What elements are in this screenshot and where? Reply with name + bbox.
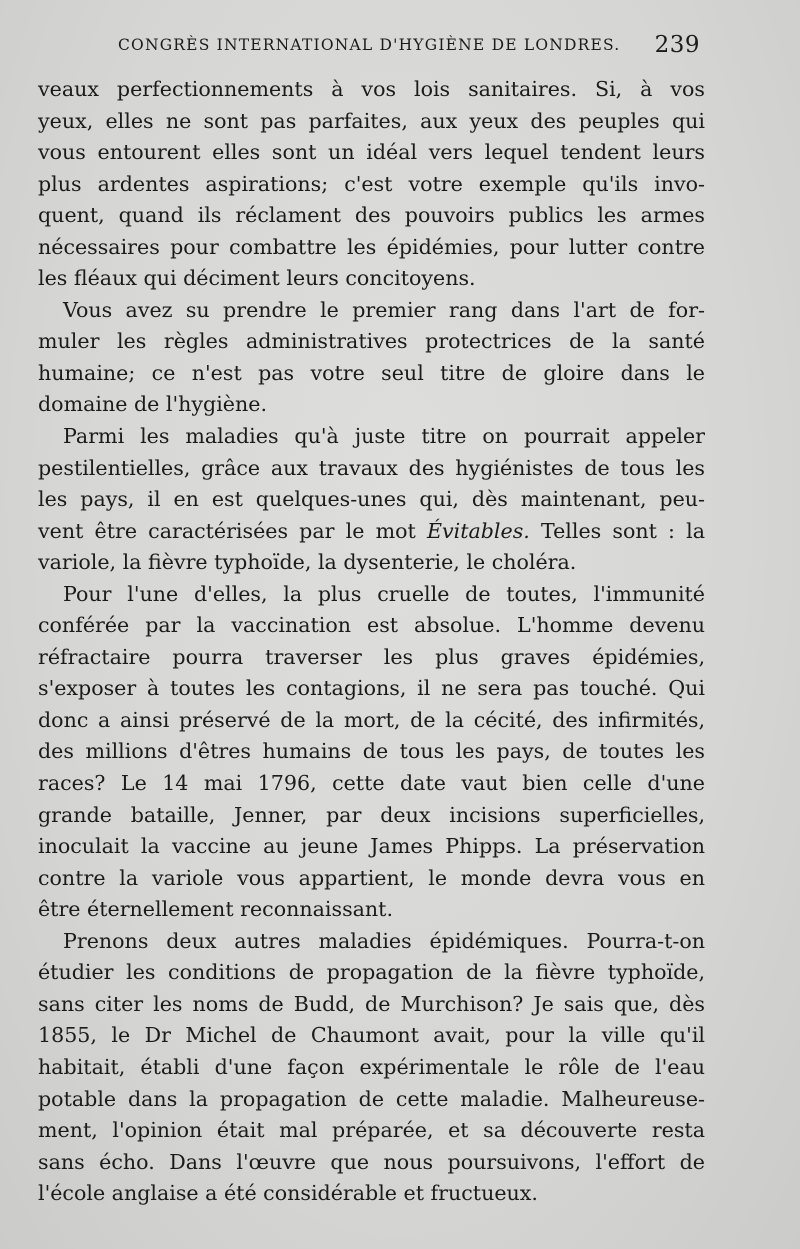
text-line: Vous avez su prendre le premier rang dans l'art de for- [63, 297, 705, 322]
text-line [38, 516, 705, 548]
text-line: étudier les conditions de propagation de la fièvre typhoïde, [38, 960, 705, 985]
italic-term: Évitables. [426, 518, 530, 543]
text-line: plus ardentes aspirations; c'est votre exemple qu'ils invo- [38, 171, 705, 196]
text-line: réfractaire pourra traverser les plus graves épidémies, [38, 644, 705, 669]
text-line: conférée par la vaccination est absolue. L'homme devenu [38, 613, 705, 638]
body-text [38, 74, 705, 1210]
text-line: yeux, elles ne sont pas parfaites, aux yeux des peuples qui [38, 108, 705, 133]
text-line: habitait, établi d'une façon expérimentale le rôle de l'eau [38, 1054, 705, 1079]
text-line: ment, l'opinion était mal préparée, et sa découverte resta [38, 1118, 705, 1143]
text-line: 1855, le Dr Michel de Chaumont avait, pour la ville qu'il [38, 1023, 705, 1048]
text-line: sans citer les noms de Budd, de Murchison? Je sais que, dès [38, 991, 705, 1016]
text-line: pestilentielles, grâce aux travaux des hygiénistes de tous les [38, 455, 705, 480]
text-line: Prenons deux autres maladies épidémiques. Pourra-t-on [63, 928, 705, 953]
text-line: être éternellement reconnaissant. [38, 897, 394, 922]
text-line: les fléaux qui déciment leurs concitoyens. [38, 266, 476, 291]
text-line: muler les règles administratives protectrices de la santé [38, 329, 705, 354]
text-line: s'exposer à toutes les contagions, il ne sera pas touché. Qui [38, 676, 705, 701]
text-line: sans écho. Dans l'œuvre que nous poursuivons, l'effort de [38, 1149, 705, 1174]
text-line: inoculait la vaccine au jeune James Phipps. La préservation [38, 834, 705, 859]
text-line: nécessaires pour combattre les épidémies, pour lutter contre [38, 234, 705, 259]
text-line: Pour l'une d'elles, la plus cruelle de toutes, l'immunité [63, 581, 705, 606]
text-line: grande bataille, Jenner, par deux incisions superficielles, [38, 802, 705, 827]
text-line: domaine de l'hygiène. [38, 392, 267, 417]
page-header [118, 34, 700, 60]
text-segment: Telles sont : la [529, 518, 705, 543]
page-number: 239 [654, 32, 700, 58]
text-line: quent, quand ils réclament des pouvoirs publics les armes [38, 203, 705, 228]
running-head: CONGRÈS INTERNATIONAL D'HYGIÈNE DE LONDRES. [118, 36, 621, 54]
text-line: l'école anglaise a été considérable et fructueux. [38, 1181, 538, 1206]
text-line: vous entourent elles sont un idéal vers lequel tendent leurs [38, 140, 705, 165]
text-line: variole, la fièvre typhoïde, la dysenterie, le choléra. [38, 550, 577, 575]
text-line: humaine; ce n'est pas votre seul titre de gloire dans le [38, 360, 705, 385]
text-line: des millions d'êtres humains de tous les pays, de toutes les [38, 739, 705, 764]
text-line: donc a ainsi préservé de la mort, de la cécité, des infirmités, [38, 707, 705, 732]
text-line: potable dans la propagation de cette maladie. Malheureuse- [38, 1086, 705, 1111]
text-line: les pays, il en est quelques-unes qui, dès maintenant, peu- [38, 487, 705, 512]
text-line: races? Le 14 mai 1796, cette date vaut bien celle d'une [38, 771, 705, 796]
text-line: veaux perfectionnements à vos lois sanitaires. Si, à vos [38, 77, 705, 101]
text-line: Parmi les maladies qu'à juste titre on pourrait appeler [63, 424, 705, 449]
text-segment: vent être caractérisées par le mot [38, 518, 427, 543]
text-line: contre la variole vous appartient, le monde devra vous en [38, 865, 705, 890]
